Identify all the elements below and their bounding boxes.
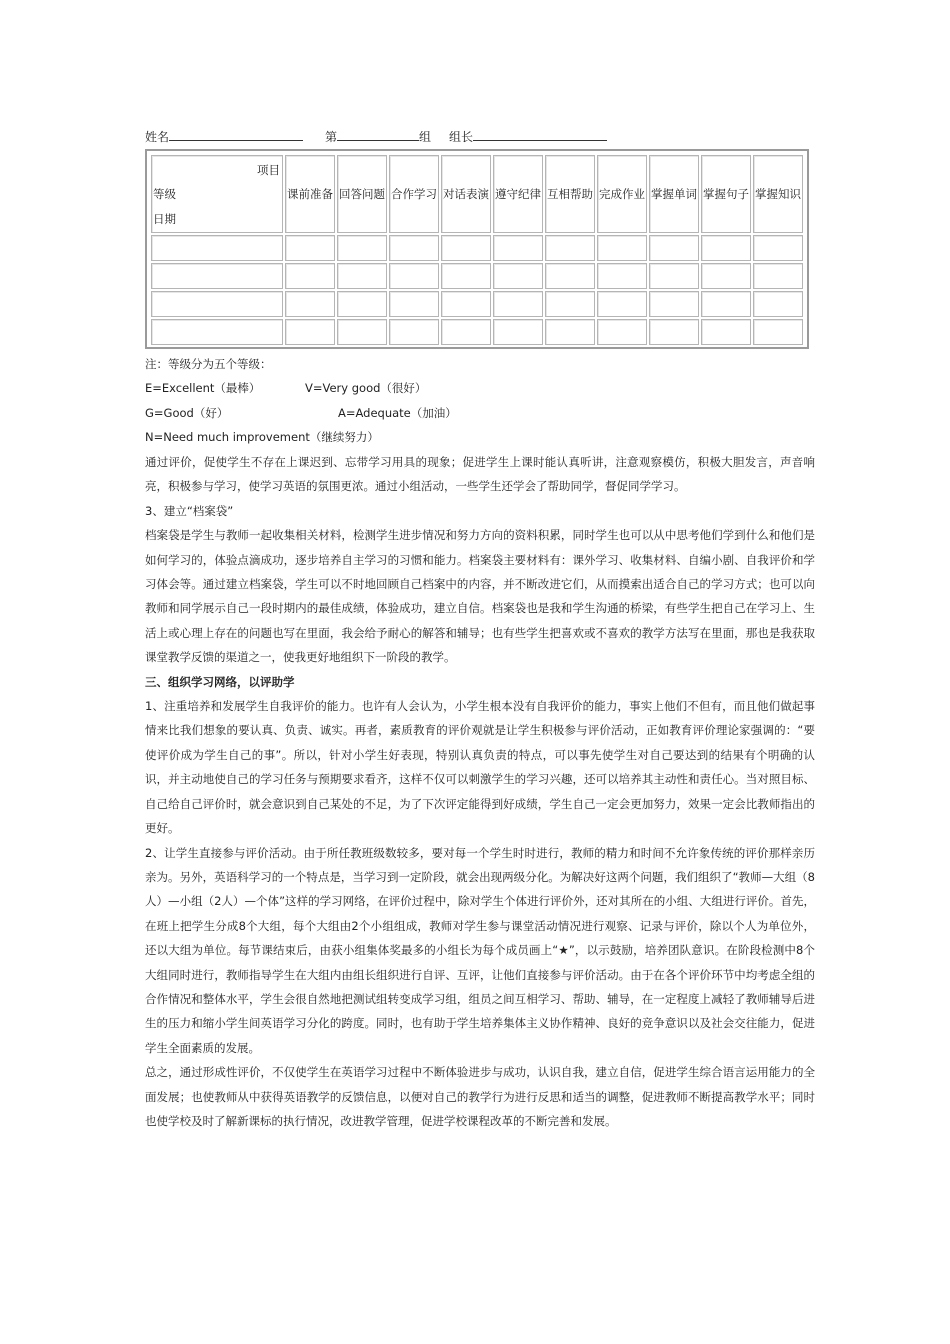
legend-a: A=Adequate（加油）: [338, 405, 457, 420]
evaluation-table: [145, 149, 809, 349]
paragraph-evaluation-effect: 通过评价，促使学生不存在上课迟到、忘带学习用具的现象；促进学生上课时能认真听讲，注意观察模仿，积极大胆发言，声音响亮，积极参与学习，使学习英语的氛围更浓。通过小组活动，一些学生还学会了帮助同学，督促同学学习。: [145, 455, 815, 494]
column-header: 掌握单词: [649, 155, 699, 233]
table-cell[interactable]: [151, 319, 283, 345]
column-header: 对话表演: [441, 155, 491, 233]
table-cell[interactable]: [649, 263, 699, 289]
table-cell[interactable]: [493, 319, 543, 345]
table-cell[interactable]: [701, 235, 751, 261]
table-cell[interactable]: [493, 235, 543, 261]
legend-row-2: [145, 401, 815, 425]
legend-n: N=Need much improvement（继续努力）: [145, 430, 379, 445]
table-cell[interactable]: [285, 291, 335, 317]
table-cell[interactable]: [441, 235, 491, 261]
column-header: 完成作业: [597, 155, 647, 233]
leader-label: 组长: [449, 130, 474, 144]
table-cell[interactable]: [649, 319, 699, 345]
table-cell[interactable]: [597, 291, 647, 317]
table-cell[interactable]: [753, 291, 803, 317]
table-cell[interactable]: [649, 291, 699, 317]
table-cell[interactable]: [701, 263, 751, 289]
table-cell[interactable]: [337, 319, 387, 345]
table-cell[interactable]: [701, 319, 751, 345]
table-cell[interactable]: [151, 235, 283, 261]
legend-g: G=Good（好）: [145, 405, 229, 420]
paragraph-conclusion: 总之，通过形成性评价，不仅使学生在英语学习过程中不断体验进步与成功，认识自我，建立自信，促进学生综合语言运用能力的全面发展；也使教师从中获得英语教学的反馈信息，以便对自己的教学行为进行反思和适当的调整，促进教师不断提高教学水平；同时也使学校及时了解新课标的执行情况，改进教学管理，促进学校课程改革的不断完善和发展。: [145, 1065, 815, 1128]
table-cell[interactable]: [441, 291, 491, 317]
table-header-row: [151, 155, 803, 233]
table-cell[interactable]: [389, 235, 439, 261]
legend-v: V=Very good（很好）: [305, 381, 427, 396]
table-cell[interactable]: [701, 291, 751, 317]
legend-note: 注：等级分为五个等级：: [145, 357, 272, 371]
corner-item-label: 项目: [257, 163, 280, 177]
table-cell[interactable]: [545, 319, 595, 345]
section-heading: 三、组织学习网络，以评助学: [145, 674, 295, 689]
table-cell[interactable]: [545, 291, 595, 317]
paragraph-participation: 2、让学生直接参与评价活动。由于所任教班级数较多，要对每一个学生时时进行，教师的精力和时间不允许象传统的评价那样亲历亲为。另外，英语科学习的一个特点是，当学习到一定阶段，就会出现两级分化。为解决好这两个问题，我们组织了“教师—大组（8人）—小组（2人）—个体”这样的学习网络，在评价过程中，除对学生个体进行评价外，还对其所在的小组、大组进行评价。首先，在班上把学生分成8个大组，每个大组由2个小组组成，教师对学生参与课堂活动情况进行观察、记录与评价，除以个人为单位外，还以大组为单位。每节课结束后，由获小组集体奖最多的小组长为每个成员画上“★”，以示鼓励，培养团队意识。在阶段检测中8个大组同时进行，教师指导学生在大组内由组长组织进行自评、互评，让他们直接参与评价活动。由于在各个评价环节中均考虑全组的合作情况和整体水平，学生会很自然地把测试组转变成学习组，组员之间互相学习、帮助、辅导，在一定程度上减轻了教师辅导后进生的压力和缩小学生间英语学习分化的跨度。同时，也有助于学生培养集体主义协作精神、良好的竞争意识以及社会交往能力，促进学生全面素质的发展。: [145, 845, 815, 1055]
column-header: 遵守纪律: [493, 155, 543, 233]
corner-grade-label: 等级: [153, 187, 176, 201]
table-cell[interactable]: [151, 291, 283, 317]
table-cell[interactable]: [285, 235, 335, 261]
table-cell[interactable]: [285, 319, 335, 345]
table-cell[interactable]: [753, 235, 803, 261]
group-suffix: 组: [419, 130, 432, 144]
table-cell[interactable]: [597, 263, 647, 289]
form-header: [145, 128, 815, 145]
column-header: 掌握句子: [701, 155, 751, 233]
table-cell[interactable]: [597, 235, 647, 261]
leader-blank[interactable]: [473, 128, 607, 141]
column-header: 互相帮助: [545, 155, 595, 233]
table-cell[interactable]: [337, 235, 387, 261]
legend-block: [145, 352, 815, 450]
table-cell[interactable]: [285, 263, 335, 289]
legend-e: E=Excellent（最棒）: [145, 381, 261, 396]
table-cell[interactable]: [493, 291, 543, 317]
name-label: 姓名: [145, 130, 170, 144]
column-header: 掌握知识: [753, 155, 803, 233]
table-cell[interactable]: [151, 263, 283, 289]
table-cell[interactable]: [389, 263, 439, 289]
heading-portfolio: 3、建立“档案袋”: [145, 503, 234, 518]
table-cell[interactable]: [753, 263, 803, 289]
table-row: [151, 291, 803, 317]
corner-date-label: 日期: [153, 212, 176, 226]
table-cell[interactable]: [337, 263, 387, 289]
table-cell[interactable]: [441, 263, 491, 289]
column-header: 课前准备: [285, 155, 335, 233]
table-cell[interactable]: [493, 263, 543, 289]
table-cell[interactable]: [389, 319, 439, 345]
table-cell[interactable]: [545, 263, 595, 289]
paragraph-self-evaluation: 1、注重培养和发展学生自我评价的能力。也许有人会认为，小学生根本没有自我评价的能力，事实上他们不但有，而且他们做起事情来比我们想象的要认真、负责、诚实。再者，素质教育的评价观就是让学生积极参与评价活动，正如教育评价理论家强调的：“要使评价成为学生自己的事”。所以，针对小学生好表现，特别认真负责的特点，可以事先使学生对自己要达到的结果有个明确的认识，并主动地使自己的学习任务与预期要求看齐，这样不仅可以刺激学生的学习兴趣，还可以培养其主动性和责任心。当对照目标、自己给自己评价时，就会意识到自己某处的不足，为了下次评定能得到好成绩，学生自己一定会更加努力，效果一定会比教师指出的更好。: [145, 699, 815, 836]
table-cell[interactable]: [753, 319, 803, 345]
column-header: 合作学习: [389, 155, 439, 233]
group-prefix: 第: [325, 130, 338, 144]
paragraph-portfolio: 档案袋是学生与教师一起收集相关材料，检测学生进步情况和努力方向的资料积累，同时学生也可以从中思考他们学到什么和他们是如何学习的，体验点滴成功，逐步培养自主学习的习惯和能力。档案袋主要材料有：课外学习、收集材料、自编小剧、自我评价和学习体会等。通过建立档案袋，学生可以不时地回顾自己档案中的内容，并不断改进它们，从而摸索出适合自己的学习方式；也可以向教师和同学展示自己一段时期内的最佳成绩，体验成功，建立自信。档案袋也是我和学生沟通的桥梁，有些学生把自己在学习上、生活上或心理上存在的问题也写在里面，我会给予耐心的解答和辅导；也有些学生把喜欢或不喜欢的教学方法写在里面，那也是我获取课堂教学反馈的渠道之一，使我更好地组织下一阶段的教学。: [145, 528, 815, 665]
legend-row-1: [145, 376, 815, 400]
column-header: 回答问题: [337, 155, 387, 233]
table-row: [151, 235, 803, 261]
table-row: [151, 263, 803, 289]
name-blank[interactable]: [169, 128, 303, 141]
table-corner-cell: [151, 155, 283, 233]
table-cell[interactable]: [441, 319, 491, 345]
table-cell[interactable]: [597, 319, 647, 345]
table-row: [151, 319, 803, 345]
group-blank[interactable]: [337, 128, 419, 141]
table-cell[interactable]: [389, 291, 439, 317]
table-cell[interactable]: [337, 291, 387, 317]
table-cell[interactable]: [649, 235, 699, 261]
body-text: [145, 450, 815, 1133]
table-cell[interactable]: [545, 235, 595, 261]
